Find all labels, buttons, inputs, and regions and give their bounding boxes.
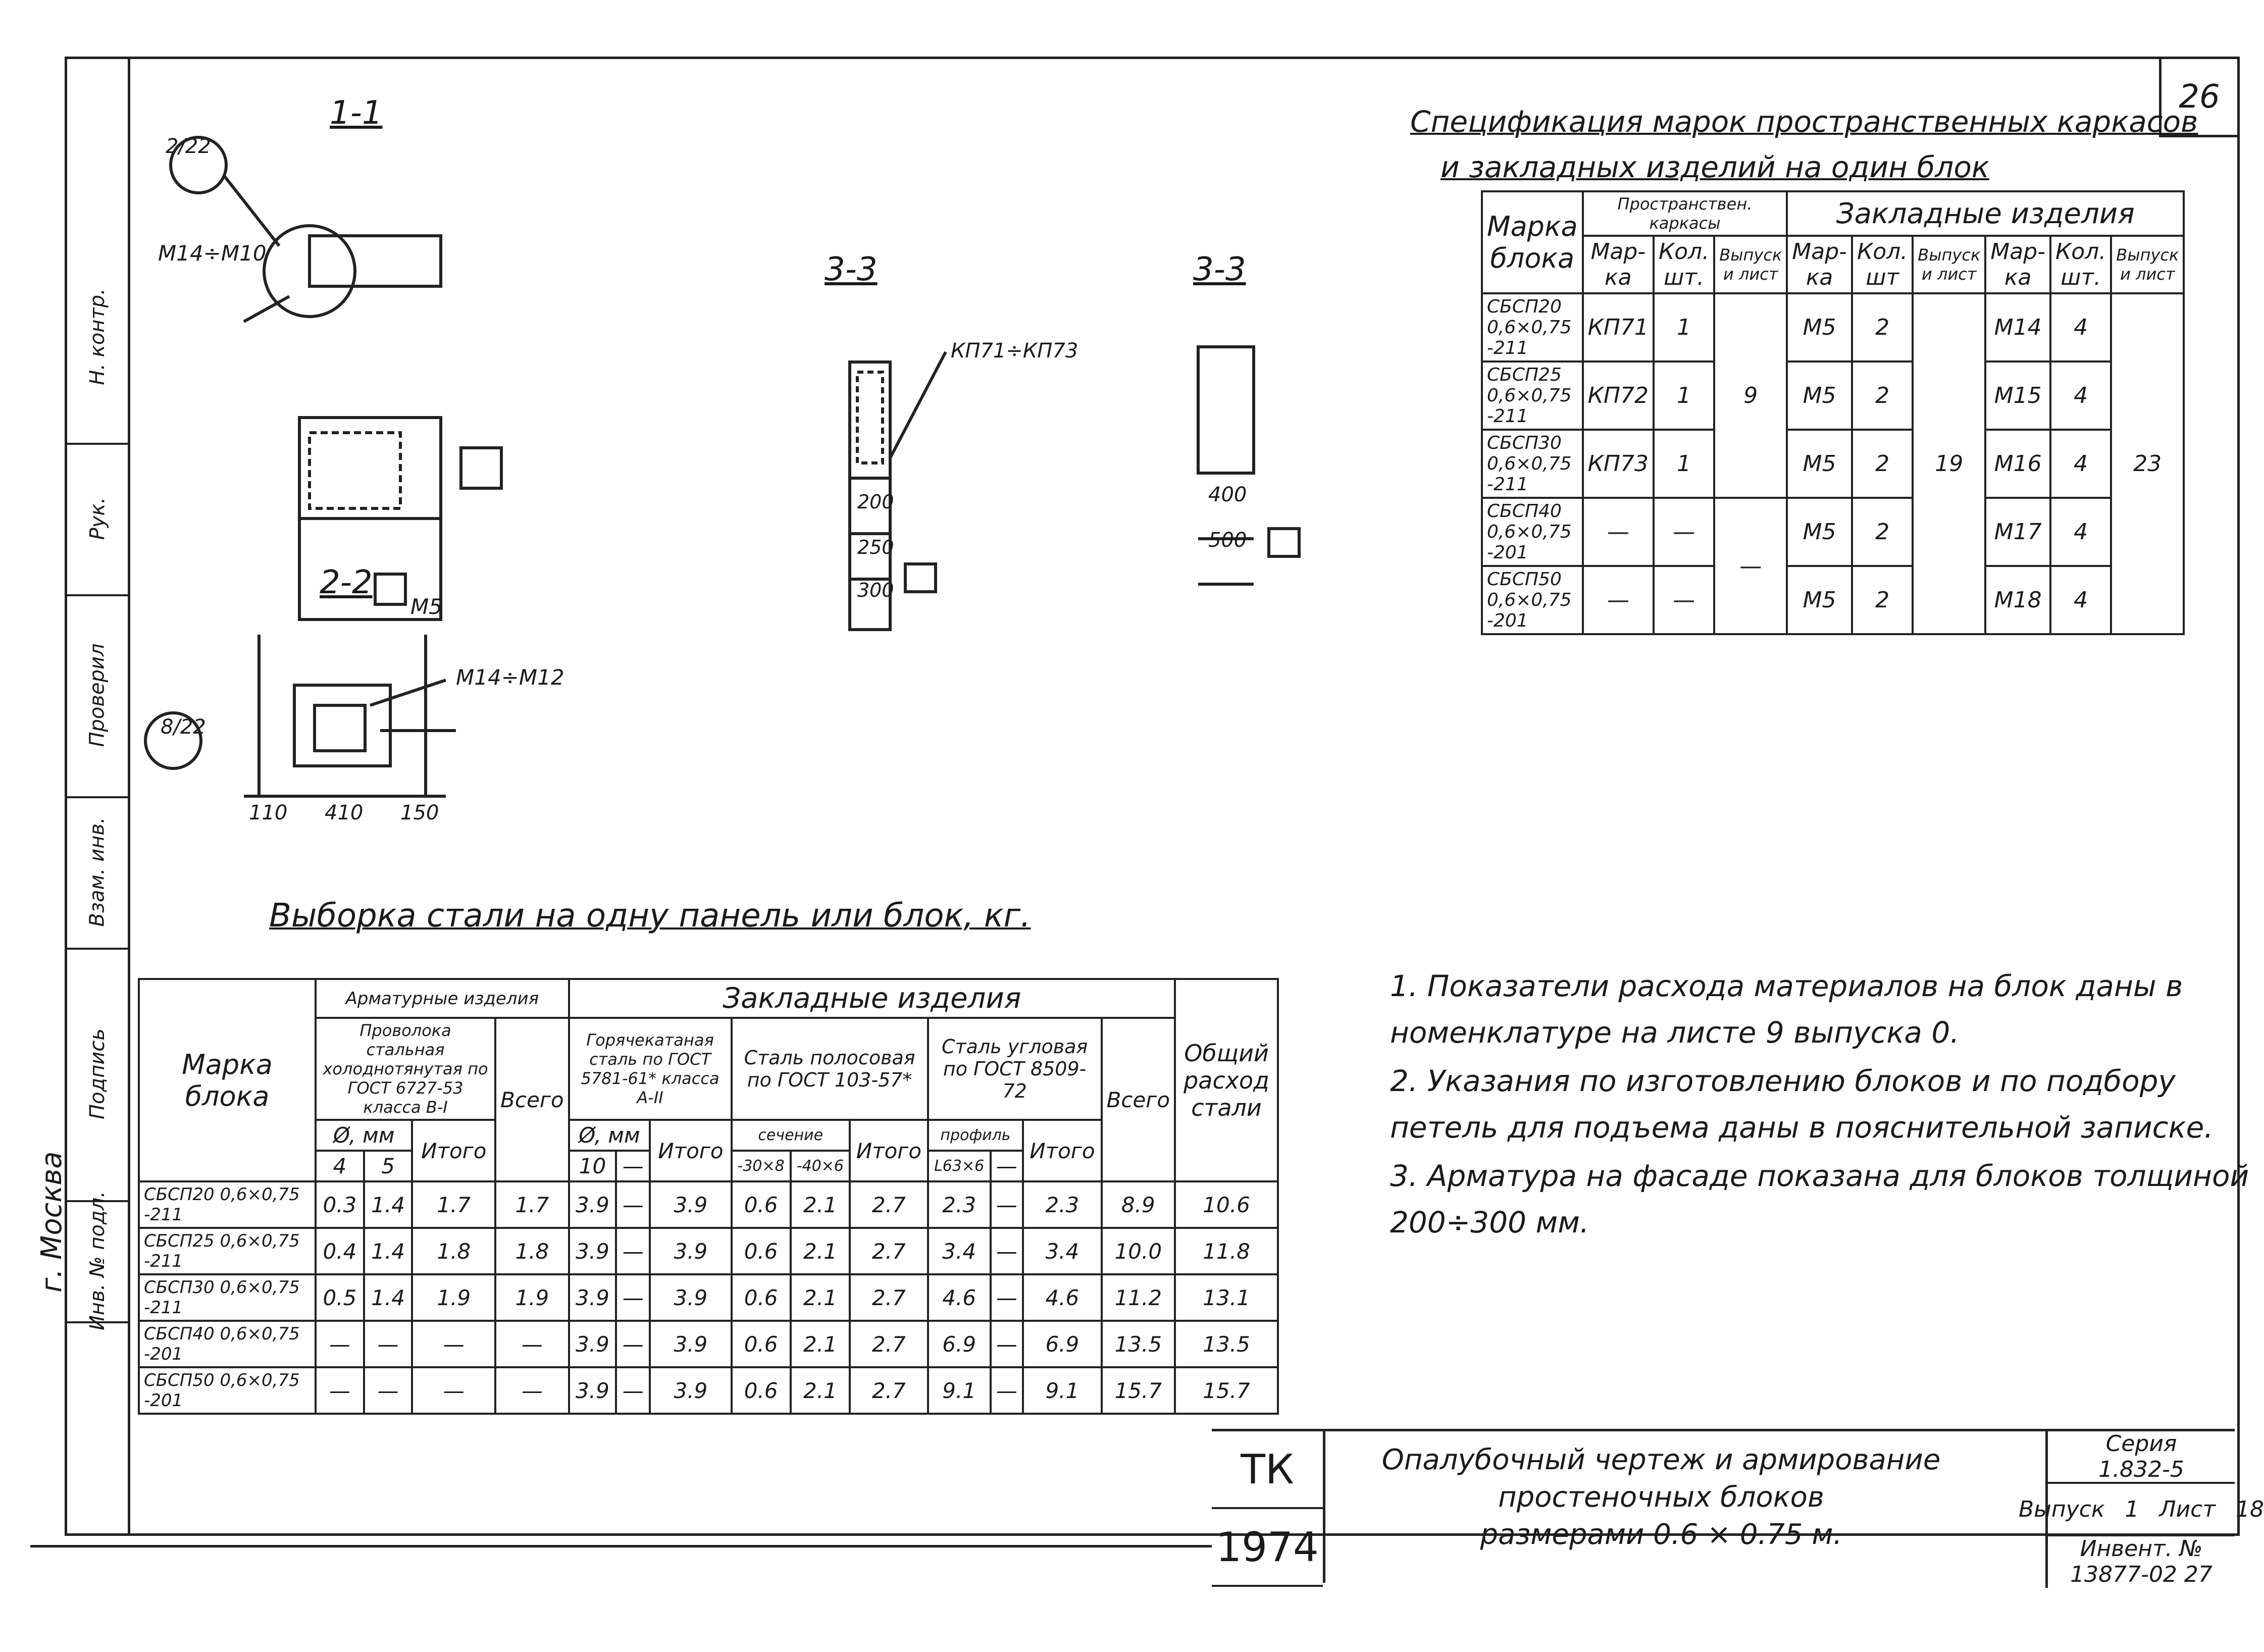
steel-cell: 11.8 xyxy=(1175,1228,1278,1274)
steel-cell: 0.4 xyxy=(316,1228,364,1274)
desc-line: размерами 0.6 × 0.75 м. xyxy=(1480,1518,1842,1551)
steel-h-mark: Марка блока xyxy=(139,979,316,1181)
bottom-line xyxy=(30,1545,1212,1547)
spec-title-2: и закладных изделий на один блок xyxy=(1440,150,1989,184)
steel-dash: — xyxy=(616,1151,650,1181)
label-m14-m12: М14÷М12 xyxy=(456,665,564,690)
steel-cell: — xyxy=(616,1274,650,1321)
spec-row xyxy=(1482,293,2184,362)
steel-cell: 6.9 xyxy=(928,1321,991,1367)
dim-150: 150 xyxy=(400,801,439,824)
steel-cell: 2.1 xyxy=(791,1274,850,1321)
steel-cell: 1.7 xyxy=(495,1181,569,1228)
sidebar-cell: Взам. инв. xyxy=(67,796,128,950)
spec-cell: СБСП30 0,6×0,75 -211 xyxy=(1482,430,1583,498)
sidebar-cell: Н. контр. xyxy=(67,231,128,445)
steel-cell: 0.6 xyxy=(732,1274,791,1321)
steel-cell: — xyxy=(412,1321,495,1367)
steel-cell: СБСП40 0,6×0,75 -201 xyxy=(139,1321,316,1367)
tk-block xyxy=(1212,1431,1325,1583)
tk-label: ТК xyxy=(1212,1431,1323,1509)
steel-h-total1: Всего xyxy=(495,1018,569,1181)
steel-cell: 0.3 xyxy=(316,1181,364,1228)
steel-cell: — xyxy=(412,1367,495,1414)
inventory-value: 13877-02 27 xyxy=(2070,1562,2212,1587)
steel-h-total2: Всего xyxy=(1102,1018,1175,1181)
spec-cell: 4 xyxy=(2050,430,2111,498)
spec-cell: 1 xyxy=(1654,362,1714,430)
spec-h-mark: Марка блока xyxy=(1482,191,1583,293)
steel-cell: 3.9 xyxy=(650,1274,731,1321)
steel-cell: — xyxy=(991,1274,1023,1321)
spec-cell: — xyxy=(1583,566,1654,634)
section-1-1-title: 1-1 xyxy=(330,94,383,132)
spec-cell: КП72 xyxy=(1583,362,1654,430)
steel-cell: 11.2 xyxy=(1102,1274,1175,1321)
steel-cell: 10.0 xyxy=(1102,1228,1175,1274)
dim-410: 410 xyxy=(325,801,364,824)
note-3: 3. Арматура на фасаде показана для блоков толщиной 200÷300 мм. xyxy=(1390,1159,2249,1240)
steel-cell: — xyxy=(991,1228,1023,1274)
steel-cell: 13.5 xyxy=(1102,1321,1175,1367)
steel-d5: 5 xyxy=(364,1151,413,1181)
steel-cell: 1.4 xyxy=(364,1181,413,1228)
sidebar-cell: Подпись xyxy=(67,948,128,1202)
spec-sub: Мар-ка xyxy=(1787,236,1852,293)
title-block xyxy=(1212,1429,2264,1588)
issue-label: Выпуск xyxy=(2019,1496,2105,1522)
steel-cell: — xyxy=(991,1181,1023,1228)
steel-cell: 2.7 xyxy=(850,1228,928,1274)
steel-itogo: Итого xyxy=(1023,1120,1101,1181)
steel-p1: L63×6 xyxy=(928,1151,991,1181)
spec-title-1: Спецификация марок пространственных каркасов xyxy=(1410,105,2198,139)
spec-sub: Мар-ка xyxy=(1985,236,2050,293)
sheet-value: 18 xyxy=(2236,1496,2264,1522)
spec-sub: Кол. шт xyxy=(1852,236,1913,293)
steel-cell: — xyxy=(364,1321,413,1367)
spec-cell: — xyxy=(1714,498,1787,634)
steel-cell: 1.4 xyxy=(364,1228,413,1274)
spec-cell: 23 xyxy=(2111,293,2184,634)
steel-cell: — xyxy=(616,1321,650,1367)
desc-line: простеночных блоков xyxy=(1498,1481,1824,1514)
spec-row xyxy=(1482,498,2184,566)
steel-h-grand: Общий расход стали xyxy=(1175,979,1278,1181)
spec-cell: М5 xyxy=(1787,362,1852,430)
dim-200: 200 xyxy=(857,491,894,513)
section-2-2-drawing xyxy=(143,614,496,816)
steel-cell: — xyxy=(364,1367,413,1414)
spec-cell: СБСП25 0,6×0,75 -211 xyxy=(1482,362,1583,430)
spec-row xyxy=(1482,362,2184,430)
steel-cell: 3.9 xyxy=(650,1367,731,1414)
spec-cell: СБСП20 0,6×0,75 -211 xyxy=(1482,293,1583,362)
section-3-3b-title: 3-3 xyxy=(1193,251,1246,288)
steel-cell: 2.1 xyxy=(791,1321,850,1367)
steel-cell: 3.4 xyxy=(928,1228,991,1274)
spec-cell: 4 xyxy=(2050,362,2111,430)
dim-500: 500 xyxy=(1208,529,1247,552)
steel-cell: — xyxy=(991,1321,1023,1367)
steel-d10: 10 xyxy=(569,1151,616,1181)
steel-cell: — xyxy=(316,1321,364,1367)
steel-cell: 15.7 xyxy=(1102,1367,1175,1414)
steel-row xyxy=(139,1228,1278,1274)
spec-cell: 2 xyxy=(1852,362,1913,430)
issue-value: 1 xyxy=(2125,1496,2139,1522)
dim-250: 250 xyxy=(857,536,894,558)
spec-cell: СБСП50 0,6×0,75 -201 xyxy=(1482,566,1583,634)
spec-cell: М15 xyxy=(1985,362,2050,430)
signature-sidebar xyxy=(67,59,130,1533)
steel-cell: 3.9 xyxy=(569,1367,616,1414)
spec-sub: Выпуск и лист xyxy=(2111,236,2184,293)
sidebar-cell: Рук. xyxy=(67,443,128,596)
spec-sub: Выпуск и лист xyxy=(1714,236,1787,293)
section-2-2-title: 2-2 xyxy=(320,564,373,601)
steel-h-embedded: Закладные изделия xyxy=(569,979,1175,1018)
steel-s2: -40×6 xyxy=(791,1151,850,1181)
spec-cell: — xyxy=(1583,498,1654,566)
spec-cell: 2 xyxy=(1852,293,1913,362)
dim-110: 110 xyxy=(249,801,288,824)
dim-300: 300 xyxy=(857,579,894,601)
spec-sub: Мар-ка xyxy=(1583,236,1654,293)
sidebar-cell: Проверил xyxy=(67,594,128,798)
steel-row xyxy=(139,1274,1278,1321)
note-1: 1. Показатели расхода материалов на блок даны в номенклатуре на листе 9 выпуска 0. xyxy=(1390,969,2183,1050)
label-kp: КП71÷КП73 xyxy=(951,339,1078,363)
label-m14-m10: М14÷М10 xyxy=(158,241,267,266)
section-3-3a-title: 3-3 xyxy=(825,251,878,288)
steel-row xyxy=(139,1367,1278,1414)
steel-cell: 0.6 xyxy=(732,1181,791,1228)
spec-cell: М16 xyxy=(1985,430,2050,498)
steel-cell: 2.7 xyxy=(850,1181,928,1228)
sheet-number: 26 xyxy=(2159,59,2237,137)
spec-cell: М18 xyxy=(1985,566,2050,634)
spec-cell: КП71 xyxy=(1583,293,1654,362)
desc-line: Опалубочный чертеж и армирование xyxy=(1381,1443,1941,1476)
steel-cell: 8.9 xyxy=(1102,1181,1175,1228)
steel-cell: 9.1 xyxy=(928,1367,991,1414)
steel-prof: профиль xyxy=(928,1120,1023,1151)
steel-d-mm: Ø, мм xyxy=(569,1120,650,1151)
steel-dash: — xyxy=(991,1151,1023,1181)
spec-row xyxy=(1482,566,2184,634)
tk-year: 1974 xyxy=(1212,1509,1323,1587)
steel-cell: 2.1 xyxy=(791,1228,850,1274)
steel-itogo: Итого xyxy=(850,1120,928,1181)
steel-cell: — xyxy=(616,1367,650,1414)
inventory-label: Инвент. № xyxy=(2080,1536,2203,1562)
steel-cell: — xyxy=(616,1181,650,1228)
steel-h-angle: Сталь угловая по ГОСТ 8509-72 xyxy=(928,1018,1102,1120)
steel-d-mm: Ø, мм xyxy=(316,1120,412,1151)
spec-cell: 4 xyxy=(2050,293,2111,362)
steel-cell: 2.1 xyxy=(791,1181,850,1228)
steel-cell: 6.9 xyxy=(1023,1321,1101,1367)
steel-cell: 9.1 xyxy=(1023,1367,1101,1414)
steel-d4: 4 xyxy=(316,1151,364,1181)
notes xyxy=(1390,963,2258,1248)
left-mark: г. Москва xyxy=(35,1151,68,1293)
steel-cell: 2.1 xyxy=(791,1367,850,1414)
spec-h-embedded: Закладные изделия xyxy=(1787,191,2184,236)
callout-2-22: 2/22 xyxy=(166,135,211,158)
steel-cell: 4.6 xyxy=(928,1274,991,1321)
title-description xyxy=(1333,1441,1989,1554)
spec-cell: 4 xyxy=(2050,566,2111,634)
title-right xyxy=(2019,1431,2264,1588)
steel-cell: 3.9 xyxy=(569,1228,616,1274)
steel-cell: 2.3 xyxy=(928,1181,991,1228)
spec-cell: — xyxy=(1654,566,1714,634)
steel-cell: 1.8 xyxy=(495,1228,569,1274)
spec-cell: 4 xyxy=(2050,498,2111,566)
spec-h-frames: Пространствен. каркасы xyxy=(1583,191,1787,236)
sheet-label: Лист xyxy=(2159,1496,2216,1522)
steel-cell: СБСП30 0,6×0,75 -211 xyxy=(139,1274,316,1321)
steel-cell: 15.7 xyxy=(1175,1367,1278,1414)
spec-cell: КП73 xyxy=(1583,430,1654,498)
steel-cell: — xyxy=(991,1367,1023,1414)
inventory-cell xyxy=(2048,1536,2235,1587)
spec-cell: СБСП40 0,6×0,75 -201 xyxy=(1482,498,1583,566)
steel-h-frames: Арматурные изделия xyxy=(316,979,569,1018)
spec-cell: 2 xyxy=(1852,498,1913,566)
drawing-frame xyxy=(65,57,2249,1536)
spec-cell: 2 xyxy=(1852,566,1913,634)
steel-h-hot: Горячекатаная сталь по ГОСТ 5781-61* класса А-II xyxy=(569,1018,732,1120)
label-m5: М5 xyxy=(410,594,442,619)
steel-row xyxy=(139,1181,1278,1228)
spec-cell: 1 xyxy=(1654,293,1714,362)
spec-cell: 19 xyxy=(1913,293,1985,634)
steel-cell: 3.4 xyxy=(1023,1228,1101,1274)
steel-cell: 1.8 xyxy=(412,1228,495,1274)
steel-cell: 3.9 xyxy=(650,1181,731,1228)
spec-cell: М17 xyxy=(1985,498,2050,566)
series-cell xyxy=(2048,1431,2235,1484)
steel-cell: 1.9 xyxy=(495,1274,569,1321)
steel-h-strip: Сталь полосовая по ГОСТ 103-57* xyxy=(732,1018,928,1120)
steel-table xyxy=(138,978,1279,1415)
steel-itogo: Итого xyxy=(412,1120,495,1181)
steel-cell: 3.9 xyxy=(569,1321,616,1367)
steel-cell: 4.6 xyxy=(1023,1274,1101,1321)
steel-cell: 2.7 xyxy=(850,1274,928,1321)
steel-cell: — xyxy=(316,1367,364,1414)
spec-cell: — xyxy=(1654,498,1714,566)
steel-cell: 1.9 xyxy=(412,1274,495,1321)
steel-cell: 2.7 xyxy=(850,1321,928,1367)
series-value: 1.832-5 xyxy=(2098,1457,2184,1482)
steel-cell: — xyxy=(616,1228,650,1274)
steel-cell: 2.3 xyxy=(1023,1181,1101,1228)
sidebar-cell: Инв. № подл. xyxy=(67,1200,128,1323)
steel-cell: 3.9 xyxy=(650,1321,731,1367)
spec-sub: Выпуск и лист xyxy=(1913,236,1985,293)
spec-cell: 2 xyxy=(1852,430,1913,498)
spec-cell: М5 xyxy=(1787,293,1852,362)
steel-cell: 3.9 xyxy=(569,1181,616,1228)
spec-cell: 1 xyxy=(1654,430,1714,498)
steel-cell: 0.6 xyxy=(732,1228,791,1274)
steel-cell: 1.4 xyxy=(364,1274,413,1321)
steel-cell: 0.6 xyxy=(732,1321,791,1367)
steel-cell: СБСП20 0,6×0,75 -211 xyxy=(139,1181,316,1228)
spec-cell: 9 xyxy=(1714,293,1787,498)
spec-table xyxy=(1481,190,2185,635)
steel-cell: 10.6 xyxy=(1175,1181,1278,1228)
spec-cell: М14 xyxy=(1985,293,2050,362)
steel-cell: СБСП25 0,6×0,75 -211 xyxy=(139,1228,316,1274)
series-label: Серия xyxy=(2105,1431,2177,1457)
steel-s1: -30×8 xyxy=(732,1151,791,1181)
steel-row xyxy=(139,1321,1278,1367)
spec-row xyxy=(1482,430,2184,498)
issue-sheet-cell xyxy=(2019,1484,2264,1536)
steel-cell: СБСП50 0,6×0,75 -201 xyxy=(139,1367,316,1414)
callout-8-22: 8/22 xyxy=(161,715,206,739)
steel-cell: 3.9 xyxy=(650,1228,731,1274)
steel-cell: 13.5 xyxy=(1175,1321,1278,1367)
steel-cell: 13.1 xyxy=(1175,1274,1278,1321)
dim-400: 400 xyxy=(1208,483,1247,506)
steel-cell: 3.9 xyxy=(569,1274,616,1321)
steel-title: Выборка стали на одну панель или блок, кг. xyxy=(269,897,1031,935)
spec-sub: Кол. шт. xyxy=(2050,236,2111,293)
steel-cell: — xyxy=(495,1367,569,1414)
spec-cell: М5 xyxy=(1787,498,1852,566)
steel-cell: 1.7 xyxy=(412,1181,495,1228)
steel-itogo: Итого xyxy=(650,1120,731,1181)
steel-cell: — xyxy=(495,1321,569,1367)
steel-cell: 2.7 xyxy=(850,1367,928,1414)
spec-cell: М5 xyxy=(1787,566,1852,634)
spec-sub: Кол. шт. xyxy=(1654,236,1714,293)
steel-h-wire: Проволока стальная холоднотянутая по ГОСТ 6727-53 класса В-I xyxy=(316,1018,495,1120)
steel-cell: 0.6 xyxy=(732,1367,791,1414)
steel-sec: сечение xyxy=(732,1120,850,1151)
note-2: 2. Указания по изготовлению блоков и по подбору петель для подъема даны в пояснительной записке. xyxy=(1390,1064,2214,1145)
steel-cell: 0.5 xyxy=(316,1274,364,1321)
spec-cell: М5 xyxy=(1787,430,1852,498)
